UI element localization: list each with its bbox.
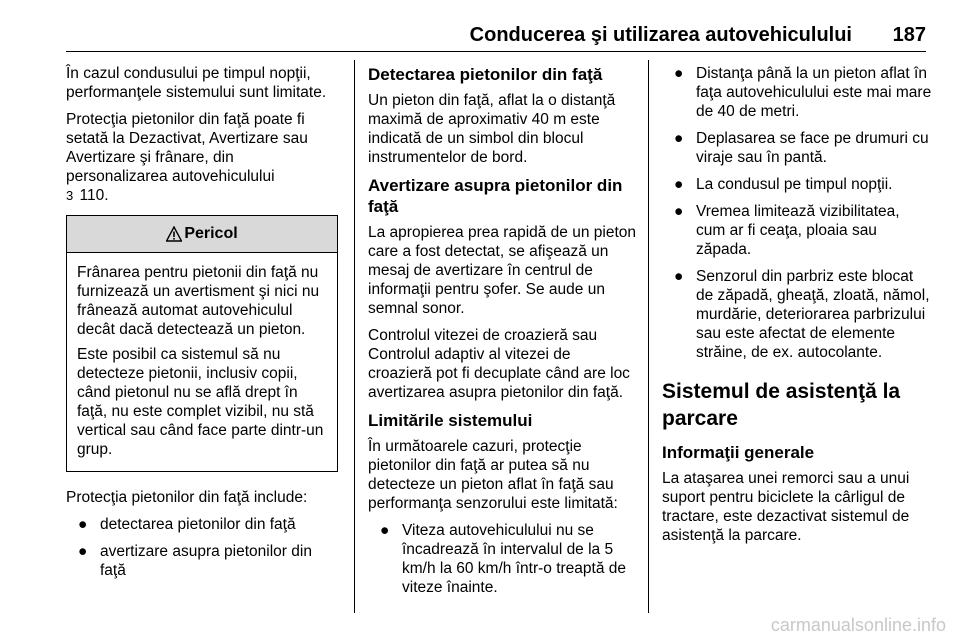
column-3 [662,64,932,553]
chapter-heading: Sistemul de asistenţă la parcare [662,380,901,430]
bullet-icon: ● [674,65,684,82]
bullet-icon: ● [78,516,88,533]
danger-paragraph: Este posibil ca sistemul să nu detecteze pietonii, inclusiv copii, când pietonul nu se află drept în faţă, nu este complet vizibil, nu stă vertical sau când face parte dintr-un grup. [77,346,324,458]
bullet-icon: ● [380,522,390,539]
paragraph: La apropierea prea rapidă de un pieton care a fost detectat, se afişează un mesaj de avertizare în centrul de informaţii pentru şofer. Se aude un semnal sonor. [368,224,637,317]
paragraph [66,110,338,205]
bullet-list [662,64,932,362]
paragraph: În următoarele cazuri, protecţie pietonilor din faţă ar putea să nu detecteze un pieton aflat în faţă sau performanţa senzorului este limitată: [368,438,618,512]
bullet-icon: ● [78,543,88,560]
column-divider [354,60,355,613]
page-header [66,24,926,56]
list-item: ● Viteza autovehiculului nu se încadrează în intervalul de la 5 km/h la 60 km/h într-o treaptă de viteze înainte. [380,522,626,596]
section-heading: Informaţii generale [662,443,815,462]
page-title: Conducerea şi utilizarea autovehiculului [469,24,852,46]
list-item: ● Senzorul din parbriz este blocat de zăpadă, gheaţă, zloată, nămol, murdărie, deteriorarea parbrizului sau este afectat de elemente străine, de ex. autocolante. [674,268,930,361]
bullet-list [368,521,636,597]
column-divider [648,60,649,613]
list-item: ● avertizare asupra pietonilor din faţă [78,543,312,579]
paragraph: Protecţia pietonilor din faţă include: [66,489,308,506]
column-1 [66,64,338,588]
paragraph-text: Protecţia pietonilor din faţă poate fi setată la Dezactivat, Avertizare sau Avertizare şi frânare, din personalizarea autovehiculului [66,111,308,185]
paragraph: În cazul condusului pe timpul nopţii, performanţele sistemului sunt limitate. [66,65,327,101]
warning-triangle-icon [166,226,182,242]
list-item: ● La condusul pe timpul nopţii. [674,176,893,193]
bullet-icon: ● [674,130,684,147]
danger-title: Pericol [184,225,238,242]
bullet-icon: ● [674,176,684,193]
paragraph: Un pieton din faţă, aflat la o distanţă maximă de aproximativ 40 m este indicată de un simbol din blocul instrumentelor de bord. [368,92,616,166]
page-number: 187 [892,24,926,46]
paragraph: La ataşarea unei remorci sau a unui suport pentru biciclete la cârligul de tractare, este dezactivat sistemul de asistenţă la parcare. [662,470,910,544]
danger-body [67,253,337,471]
column-2 [368,64,636,605]
bullet-icon: ● [674,203,684,220]
section-heading: Avertizare asupra pietonilor din faţă [368,176,623,216]
danger-box [66,215,338,472]
bullet-list [66,515,338,580]
list-item: ● Vremea limitează vizibilitatea, cum ar fi ceaţa, ploaia sau zăpada. [674,203,900,258]
watermark: carmanualsonline.info [770,615,946,635]
page-reference-link[interactable]: 110. [79,187,109,204]
bullet-icon: ● [674,268,684,285]
list-item: ● Distanţa până la un pieton aflat în faţa autovehiculului este mai mare de 40 de metri. [674,65,932,120]
section-heading: Limitările sistemului [368,411,533,430]
danger-header [67,216,337,253]
list-item: ● Deplasarea se face pe drumuri cu viraje sau în pantă. [674,130,929,166]
page-reference-arrow-icon: 3 [66,188,74,203]
header-rule [66,51,926,52]
danger-paragraph: Frânarea pentru pietonii din faţă nu furnizează un avertisment şi nici nu frânează automat autovehiculul decât dacă detectează un pieton. [77,264,320,338]
paragraph: Controlul vitezei de croazieră sau Controlul adaptiv al vitezei de croazieră pot fi decuplate când are loc avertizarea asupra pietonilor din faţă. [368,327,630,401]
section-heading: Detectarea pietonilor din faţă [368,65,603,84]
list-item: ● detectarea pietonilor din faţă [78,516,296,533]
